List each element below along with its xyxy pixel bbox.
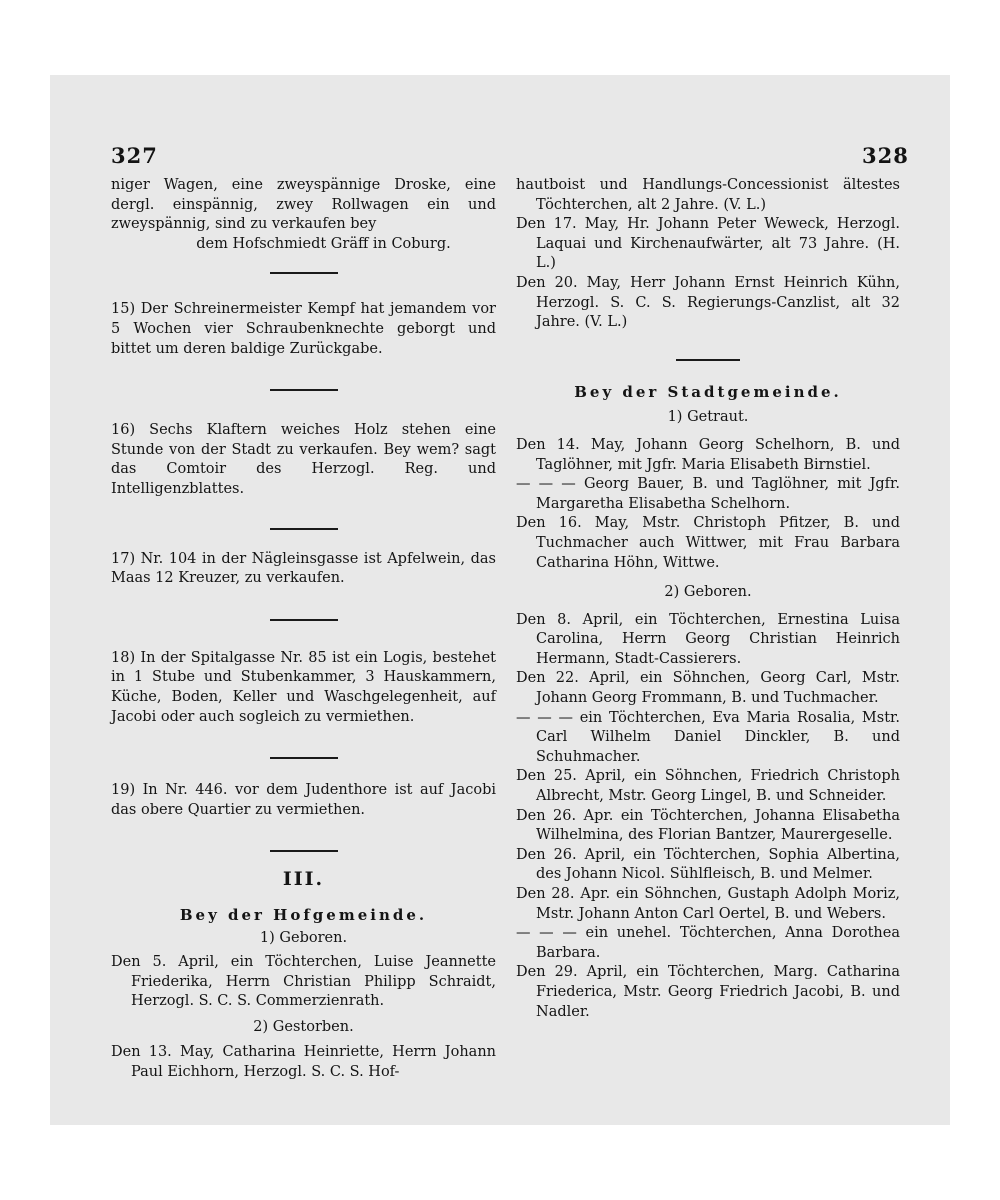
birth-list: [516, 611, 900, 1022]
divider: [270, 757, 338, 759]
ad-16: 16) Sechs Klaftern weiches Holz stehen eine Stunde von der Stadt zu verkaufen. Bey wem? sagt das Comtoir des Herzogl. Reg. und Intelligenzblattes.: [111, 422, 496, 497]
married-heading: 1) Getraut.: [667, 409, 749, 426]
born-heading: 2) Geboren.: [664, 584, 752, 601]
divider: [270, 528, 338, 530]
divider: [270, 272, 338, 274]
left-column: [111, 176, 496, 1083]
list-item: Den 14. May, Johann Georg Schelhorn, B. und Taglöhner, mit Jgfr. Maria Elisabeth Birnstiel.: [516, 436, 900, 473]
births-heading: 1) Geboren.: [259, 930, 348, 947]
list-item: Den 22. April, ein Söhnchen, Georg Carl, Mstr. Johann Georg Frommann, B. und Tuchmacher.: [516, 670, 900, 707]
ad-15: 15) Der Schreinermeister Kempf hat jemandem vor 5 Wochen vier Schraubenknechte geborgt und bittet um deren baldige Zurückgabe.: [111, 301, 496, 357]
list-item: Den 25. April, ein Söhnchen, Friedrich Christoph Albrecht, Mstr. Georg Lingel, B. und Schneider.: [516, 768, 900, 805]
list-item: — — — Georg Bauer, B. und Taglöhner, mit Jgfr. Margaretha Elisabetha Schelhorn.: [516, 476, 900, 512]
divider: [270, 850, 338, 852]
right-column: [516, 176, 900, 1022]
marriage-list: [516, 436, 900, 573]
death-entry: Den 17. May, Hr. Johann Peter Weweck, Herzogl. Laquai und Kirchenaufwärter, alt 73 Jahre. (H. L.): [516, 216, 900, 272]
section-heading-court: Bey der Hofgemeinde.: [179, 905, 428, 924]
list-item: Den 29. April, ein Töchterchen, Marg. Catharina Friederica, Mstr. Georg Friedrich Jacobi, B. und Nadler.: [516, 964, 900, 1020]
divider: [270, 389, 338, 391]
left-page-number: 327: [111, 143, 158, 168]
ad-14-text: niger Wagen, eine zweyspännige Droske, eine dergl. einspännig, zwey Rollwagen ein und zweyspännig, sind zu verkaufen bey: [111, 177, 496, 233]
list-item: Den 28. Apr. ein Söhnchen, Gustaph Adolph Moriz, Mstr. Johann Anton Carl Oertel, B. und Webers.: [516, 886, 900, 922]
section-heading-town: Bey der Stadtgemeinde.: [574, 382, 842, 401]
deaths-heading: 2) Gestorben.: [253, 1018, 354, 1035]
death-entry: Den 20. May, Herr Johann Ernst Heinrich Kühn, Herzogl. S. C. S. Regierungs-Canzlist, alt 32 Jahre. (V. L.): [516, 274, 900, 331]
death-entry: Den 13. May, Catharina Heinriette, Herrn Johann Paul Eichhorn, Herzogl. S. C. S. Hof-: [111, 1044, 496, 1081]
continued-entry: hautboist und Handlungs-Concessionist ältestes Töchterchen, alt 2 Jahre. (V. L.): [516, 177, 900, 213]
right-page-number: 328: [862, 143, 909, 168]
divider: [270, 619, 338, 621]
list-item: Den 26. April, ein Töchterchen, Sophia Albertina, des Johann Nicol. Sühlfleisch, B. und Melmer.: [516, 846, 900, 883]
list-item: Den 8. April, ein Töchterchen, Ernestina Luisa Carolina, Herrn Georg Christian Heinrich Hermann, Stadt-Cassierers.: [516, 611, 900, 667]
ad-18: 18) In der Spitalgasse Nr. 85 ist ein Logis, bestehet in 1 Stube und Stubenkammer, 3 Hauskammern, Küche, Boden, Keller und Waschgelegenheit, auf Jacobi oder auch sogleich zu vermiethen.: [111, 649, 496, 725]
list-item: — — — ein unehel. Töchterchen, Anna Dorothea Barbara.: [516, 925, 900, 961]
ad-19: 19) In Nr. 446. vor dem Judenthore ist auf Jacobi das obere Quartier zu vermiethen.: [111, 782, 496, 818]
list-item: Den 26. Apr. ein Töchterchen, Johanna Elisabetha Wilhelmina, des Florian Bantzer, Maurergeselle.: [516, 807, 900, 844]
section-number: III.: [282, 868, 325, 891]
birth-entry: Den 5. April, ein Töchterchen, Luise Jeannette Friederika, Herrn Christian Philipp Schraidt, Herzogl. S. C. S. Commerzienrath.: [111, 954, 496, 1010]
ad-14-signature: dem Hofschmiedt Gräff in Coburg.: [196, 235, 451, 252]
list-item: — — — ein Töchterchen, Eva Maria Rosalia, Mstr. Carl Wilhelm Daniel Dinckler, B. und Schuhmacher.: [516, 709, 900, 765]
divider: [676, 359, 740, 361]
ad-17: 17) Nr. 104 in der Nägleinsgasse ist Apfelwein, das Maas 12 Kreuzer, zu verkaufen.: [111, 550, 496, 587]
list-item: Den 16. May, Mstr. Christoph Pfitzer, B. und Tuchmacher auch Wittwer, mit Frau Barbara Catharina Höhn, Wittwe.: [516, 515, 900, 571]
